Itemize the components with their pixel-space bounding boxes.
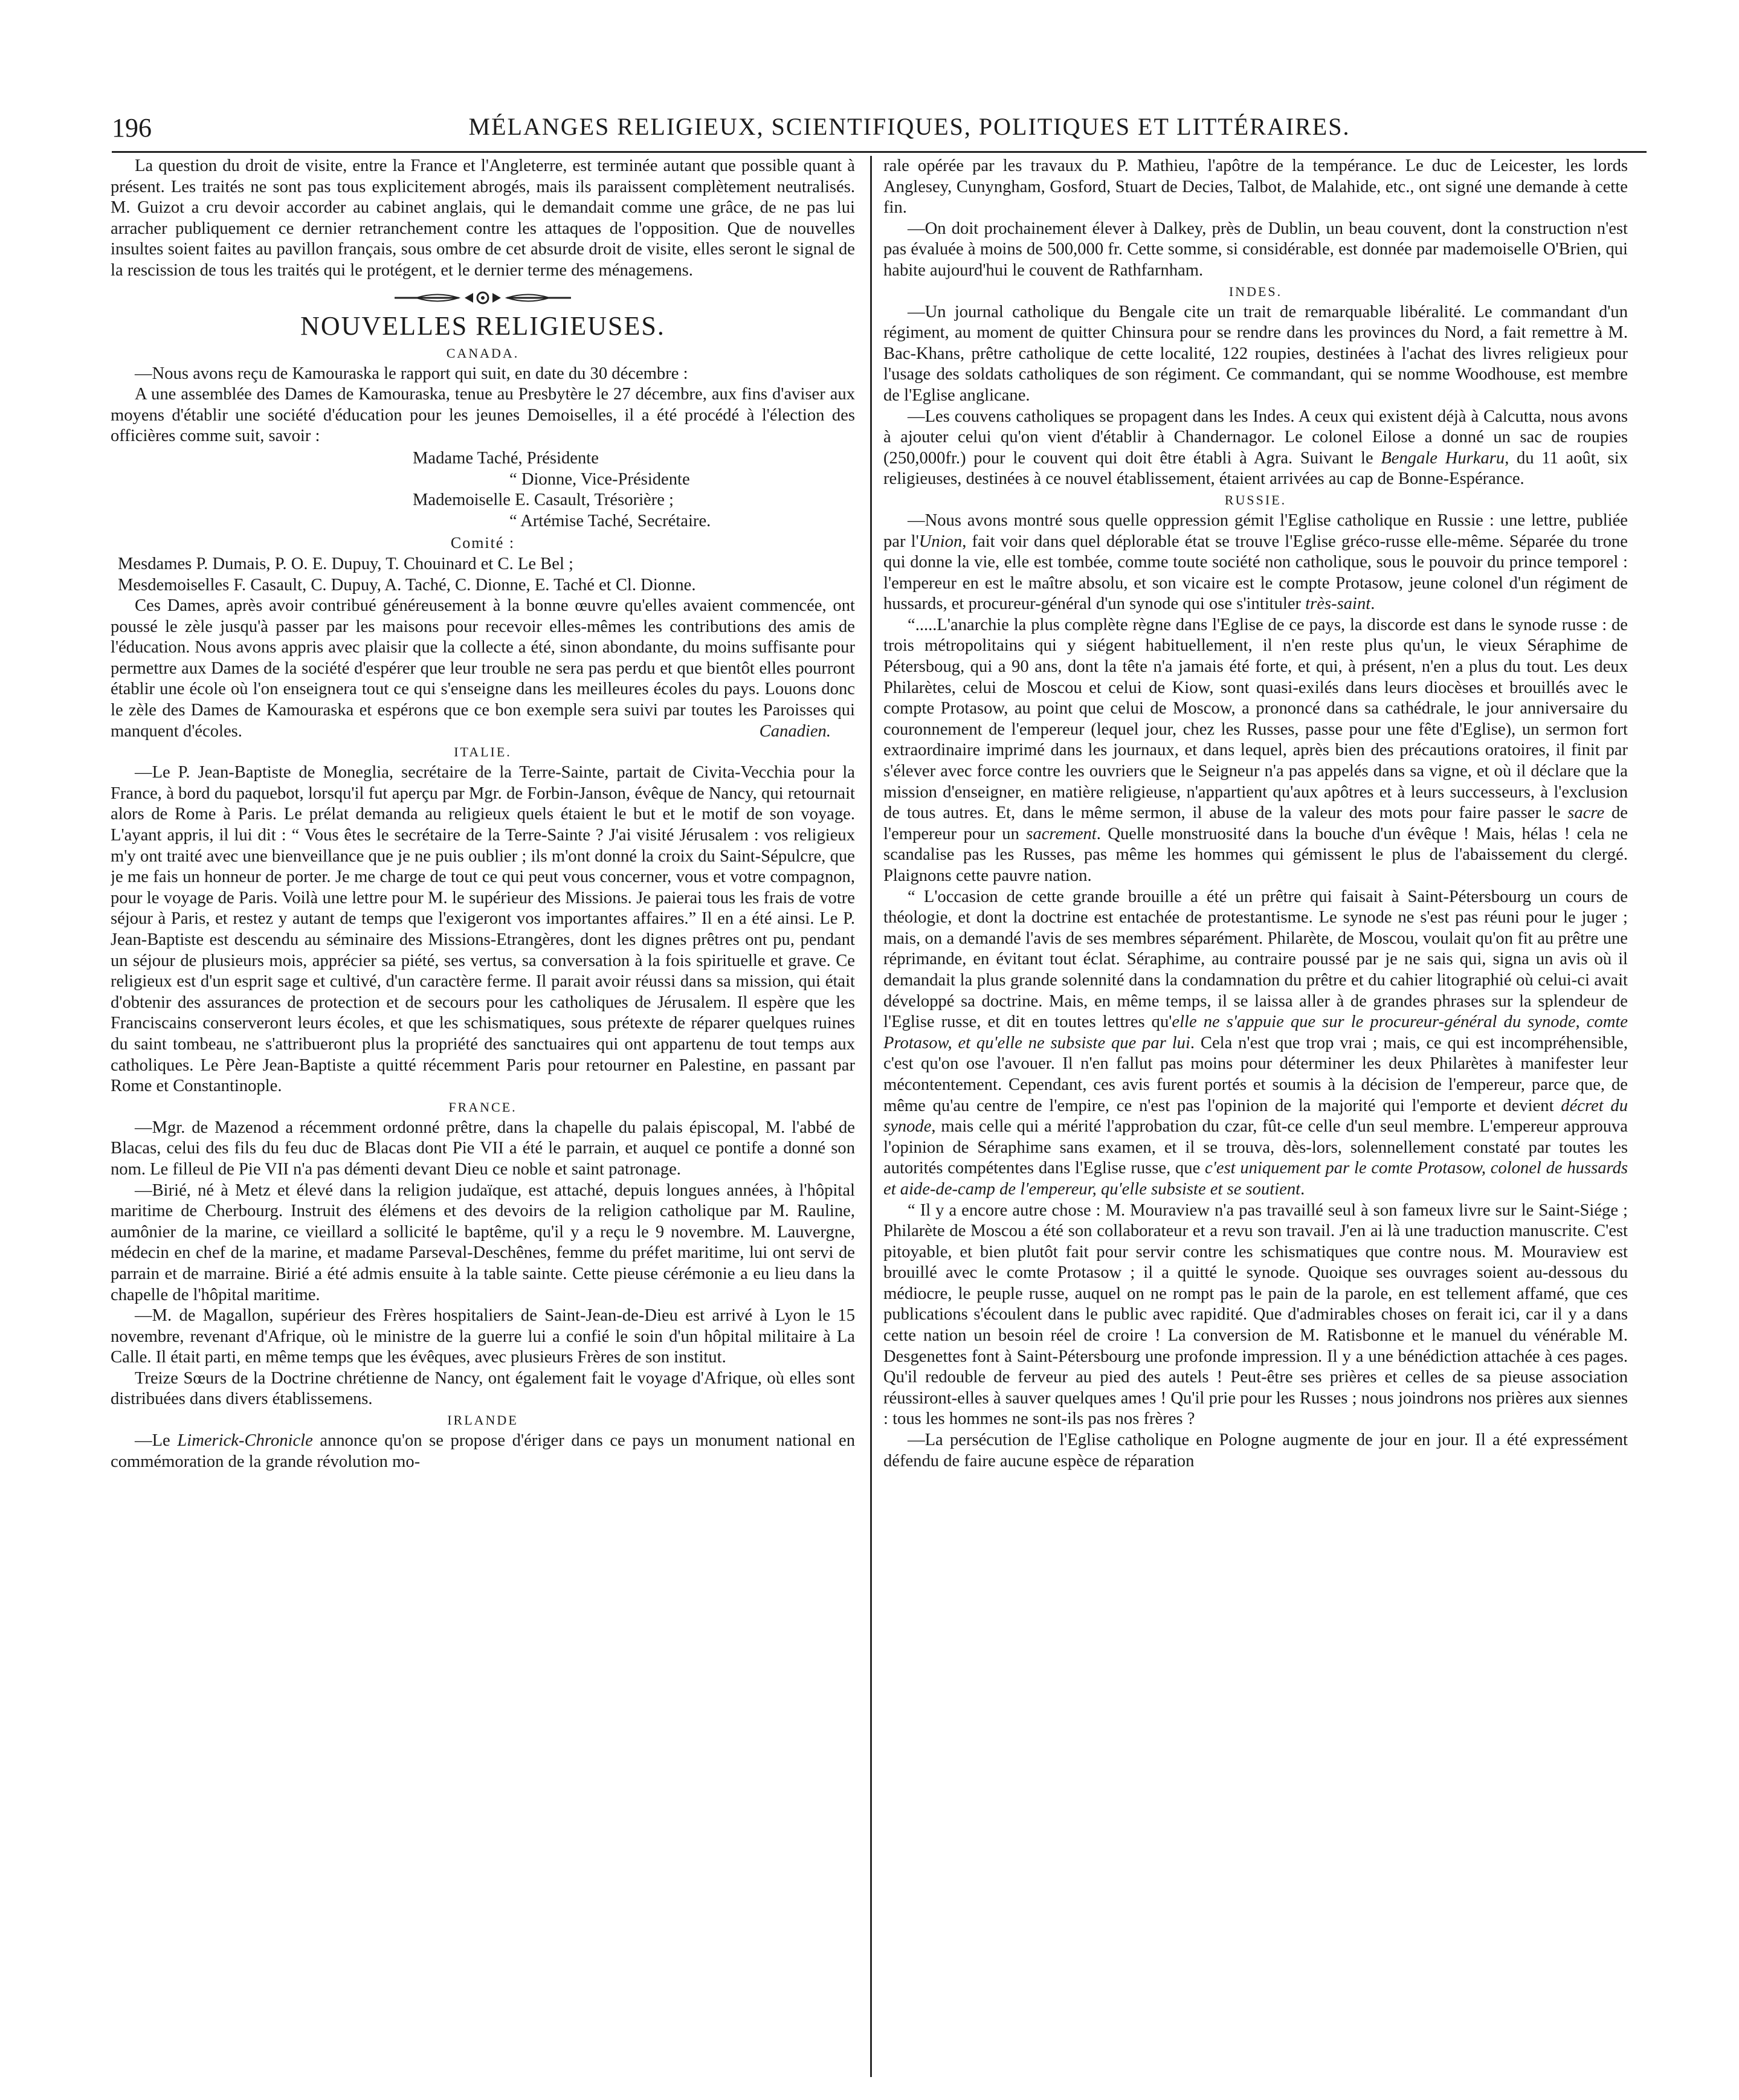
- russie-paragraph-3: “ L'occasion de cette grande brouille a été un prêtre qui faisait à Saint-Pétersbourg un cours de théologie, et dont la doctrine est entachée de protestantisme. Le synode ne s'est pas réuni pour le juger ; mais, on a demandé l'avis de ses membres séparément. Philarète, de Moscou, voulait qu'on fit au prêtre une réprimande, en évitant tout éclat. Séraphime, au contraire poussé par je ne sais qui, signa un avis où il demandait la plus grande solennité dans la condamnation du prêtre et du cahier litographié où celui-ci avait développé sa doctrine. Mais, en même temps, il se laissa aller à de grandes phrases sur la splendeur de l'Eglise russe, et dit en toutes lettres qu'elle ne s'appuie que sur le procureur-général du synode, comte Protasow, et qu'elle ne subsiste que par lui. Cela n'est que trop vrai ; mais, ce qui est incompréhensible, c'est qu'on ose l'avouer. Il n'en fallut pas moins pour déterminer les deux Philarètes à manifester leur mécontentement. Cependant, ces avis furent portés et soumis à la décision de l'empereur, parce que, de même qu'au centre de l'empire, ce n'est pas l'opinion de la majorité qui l'emporte et devient décret du synode, mais celle qui a mérité l'approbation du czar, fût-ce celle d'un seul membre. L'empereur approuva l'opinion de Séraphime sans examen, et il se trouva, dès-lors, solennellement constaté par toutes les autorités compétentes dans l'Eglise russe, que c'est uniquement par le comte Protasow, colonel de hussards et aide-de-camp de l'empereur, qu'elle subsiste et se soutient.: [883, 887, 1628, 1199]
- canada-paragraph-2: A une assemblée des Dames de Kamouraska, tenue au Presbytère le 27 décembre, aux fins d'aviser aux moyens d'établir une société d'éducation pour les jeunes Demoiselles, il a été procédé à l'élection des officières comme suit, savoir :: [111, 385, 855, 446]
- section-heading-indes: INDES.: [1228, 283, 1283, 299]
- pologne-paragraph-1: —La persécution de l'Eglise catholique en Pologne augmente de jour en jour. Il a été expressément défendu de faire aucune espèce de réparation: [883, 1431, 1628, 1470]
- column-rule: [870, 156, 872, 2077]
- section-heading-italie: ITALIE.: [454, 744, 512, 760]
- section-heading-canada: CANADA.: [446, 345, 520, 361]
- member-line: Mesdames P. Dumais, P. O. E. Dupuy, T. Chouinard et C. Le Bel ;: [118, 554, 573, 573]
- france-paragraph-1: —Mgr. de Mazenod a récemment ordonné prêtre, dans la chapelle du palais épiscopal, M. l'abbé de Blacas, celui des fils du feu duc de Blacas dont Pie VII a été le parrain, et auquel ce pontife a donné son nom. Le filleul de Pie VII n'a pas démenti devant Dieu ce noble et saint patronage.: [111, 1118, 855, 1179]
- russie-paragraph-4: “ Il y a encore autre chose : M. Mouraview n'a pas travaillé seul à son fameux livre sur le Saint-Siége ; Philarète de Moscou a été son collaborateur et a revu son travail. J'en ai là une traduction manuscrite. C'est pitoyable, et bien plutôt fait pour servir contre les schismatiques que contre nous. M. Mouraview est brouillé avec le comte Protasow ; il a quitté le synode. Quoique ses ouvrages soient au-dessous du médiocre, le peuple russe, auquel on ne rompt pas le pain de la parole, en est tellement affamé, que ces publications s'écoulent dans le public avec rapidité. Que d'admirables choses on ferait ici, car il y a dans cette nation un besoin réel de croire ! La conversion de M. Ratisbonne et le manuel du vénérable M. Desgenettes font à Saint-Pétersbourg une profonde impression. Il y a une bénédiction attachée à ces pages. Qu'il redouble de ferveur au pied des autels ! Peut-être ses prières et celles de sa pieuse association réussiront-elles à sauver quelques ames ! Qu'il prie pour les Russes ; nous joindrons nos prières aux siennes : tous les hommes ne sont-ils pas nos frères ?: [883, 1200, 1628, 1429]
- france-paragraph-2: —Birié, né à Metz et élevé dans la religion judaïque, est attaché, depuis longues années, à l'hôpital maritime de Cherbourg. Instruit des élémens et des devoirs de la religion catholique par M. Rauline, aumônier de la marine, ce vieillard a sollicité le baptême, qu'il y a reçu le 9 novembre. M. Lauvergne, médecin en chef de la marine, et madame Parseval-Deschênes, femme du préfet maritime, lui ont servi de parrain et de marraine. Birié a été admis ensuite à la table sainte. Cette pieuse cérémonie a eu lieu dans la chapelle de l'hôpital maritime.: [111, 1180, 855, 1304]
- section-heading-nouvelles: NOUVELLES RELIGIEUSES.: [300, 311, 665, 341]
- irlande-paragraph-1: —Le Limerick-Chronicle annonce qu'on se propose d'ériger dans ce pays un monument national en commémoration de la grande révolution mo-: [111, 1431, 855, 1471]
- italie-paragraph-1: —Le P. Jean-Baptiste de Moneglia, secrétaire de la Terre-Sainte, partait de Civita-Vecchia pour la France, à bord du paquebot, lorsqu'il fut aperçu par Mgr. de Forbin-Janson, évêque de Nancy, qui retournait alors de Rome à Paris. Le prélat demanda au religieux quels étaient le but et le motif de son voyage. L'ayant appris, il lui dit : “ Vous êtes le secrétaire de la Terre-Sainte ? J'ai visité Jérusalem : vos religieux m'y ont traité avec une bienveillance que je ne puis oublier ; ils m'ont donné la croix du Saint-Sépulcre, que je me fais un honneur de porter. Je me charge de tout ce qui peut vous concerner, vous et votre compagnon, pour le voyage de Paris. Voilà une lettre pour M. le supérieur des Missions. Je paierai tous les frais de votre séjour à Paris, et restez y autant de temps que l'exigeront vos importantes affaires.” Il en a été ainsi. Le P. Jean-Baptiste est descendu au séminaire des Missions-Etrangères, dont les dignes prêtres ont pu, pendant un séjour de plusieurs mois, apprécier sa piété, ses vertus, sa conversation à la fois spirituelle et grave. Ce religieux est d'un esprit sage et cultivé, d'un caractère ferme. Il parait avoir réussi dans sa mission, qui était d'obtenir des assurances de protection et de secours pour les catholiques de Jérusalem. Il espère que les Franciscains conserveront leurs écoles, et que les schismatiques, sous prétexte de réparer quelques ruines du saint tombeau, ne s'attribueront plus la propriété des sanctuaires qui ont appartenu de tout temps aux catholiques. Le Père Jean-Baptiste a quitté récemment Paris pour retourner en Palestine, en passant par Rome et Constantinople.: [111, 763, 855, 1096]
- canada-paragraph-3: Ces Dames, après avoir contribué généreusement à la bonne œuvre qu'elles avaient commencée, ont poussé le zèle jusqu'à passer par les maisons pour recevoir elles-mêmes les contributions des amis de l'éducation. Nous avons appris avec plaisir que la collecte a été, sinon abondante, du moins suffisante pour permettre aux Dames de la société d'espérer que leur trouble ne sera pas perdu et que bientôt elles pourront établir une école où l'on enseignera tout ce qui s'enseigne dans les meilleures écoles du pays. Louons donc le zèle des Dames de Kamouraska et espérons que ce bon exemple sera suivi par toutes les Paroisses qui manquent d'écoles.: [111, 596, 855, 741]
- page-number: 196: [112, 113, 152, 143]
- running-title: MÉLANGES RELIGIEUX, SCIENTIFIQUES, POLITIQUES ET LITTÉRAIRES.: [468, 113, 1350, 140]
- france-paragraph-4: Treize Sœurs de la Doctrine chrétienne de Nancy, ont également fait le voyage d'Afrique, où elles sont distribuées dans divers établissemens.: [111, 1368, 855, 1409]
- right-column: [883, 156, 1628, 2077]
- left-column: [111, 156, 855, 2077]
- ornament-divider-icon: [392, 290, 573, 306]
- officer-line: Madame Taché, Présidente: [413, 448, 599, 468]
- canada-paragraph-1: —Nous avons reçu de Kamouraska le rapport qui suit, en date du 30 décembre :: [135, 364, 688, 383]
- member-line: Mesdemoiselles F. Casault, C. Dupuy, A. Taché, C. Dionne, E. Taché et Cl. Dionne.: [118, 575, 696, 594]
- irlande-paragraph-2: —On doit prochainement élever à Dalkey, près de Dublin, un beau couvent, dont la construction n'est pas évaluée à moins de 500,000 fr. Cette somme, si considérable, est donnée par mademoiselle O'Brien, qui habite aujourd'hui le couvent de Rathfarnham.: [883, 219, 1628, 280]
- section-heading-france: FRANCE.: [448, 1099, 517, 1115]
- irlande-continuation: rale opérée par les travaux du P. Mathieu, l'apôtre de la tempérance. Le duc de Leicester, les lords Anglesey, Cunyngham, Gosford, Stuart de Decies, Talbot, de Malahide, etc., ont signé une demande à cette fin.: [883, 156, 1628, 217]
- comite-label: Comité :: [450, 534, 515, 552]
- section-heading-russie: RUSSIE.: [1224, 492, 1287, 507]
- comite-members: [111, 554, 855, 596]
- page-header: [112, 108, 1647, 150]
- section-heading-irlande: IRLANDE: [447, 1412, 518, 1428]
- officer-line: “ Artémise Taché, Secrétaire.: [509, 511, 711, 530]
- officer-line: Mademoiselle E. Casault, Trésorière ;: [413, 491, 674, 510]
- russie-paragraph-2: “.....L'anarchie la plus complète règne dans l'Eglise de ce pays, la discorde est dans le synode russe : de trois métropolitains qui y siégent habituellement, il n'en reste plus qu'un, le vieux Séraphime de Pétersboug, qui a 90 ans, dont la tête n'a jamais été forte, et qui, à présent, n'en a plus du tout. Les deux Philarètes, celui de Moscou et celui de Kiow, sont quasi-exilés dans leurs diocèses et brouillés avec le compte Protasow, au point que celui de Moscow, a prononcé dans sa cathédrale, le jour anniversaire du couronnement de l'empereur (lequel jour, chez les Russes, passe pour une fête d'Eglise), un sermon fort extraordinaire imprimé dans les journaux, et dans lequel, après bien des précautions oratoires, il finit par s'élever avec force contre les ouvriers que le Seigneur n'a pas appelés dans sa vigne, et où il déclare que la mission d'enseigner, en matière religieuse, n'appartient qu'aux apôtres et à leurs successeurs, à l'exclusion de tous autres. Et, dans le même sermon, il abuse de la valeur des mots pour faire passer le sacre de l'empereur pour un sacrement. Quelle monstruosité dans la bouche d'un évêque ! Mais, hélas ! cela ne scandalise pas les Russes, pas même les hommes qui gémissent le plus de l'abaissement du clergé. Plaignons cette pauvre nation.: [883, 615, 1628, 885]
- russie-paragraph-1: —Nous avons montré sous quelle oppression gémit l'Eglise catholique en Russie : une lettre, publiée par l'Union, fait voir dans quel déplorable état se trouve l'Eglise gréco-russe elle-même. Séparée du trone qui donne la vie, elle est tombée, comme toute société non catholique, sous le pouvoir du prince temporel : l'empereur en est le maître absolu, et son vicaire est le compte Protasow, jeune colonel d'un régiment de hussards, et procureur-général d'un synode qui ose s'intituler très-saint.: [883, 511, 1628, 614]
- intro-paragraph: La question du droit de visite, entre la France et l'Angleterre, est terminée autant que possible quant à présent. Les traités ne sont pas tous explicitement abrogés, mais ils paraissent complètement neutralisés. M. Guizot a cru devoir accorder au cabinet anglais, qui le demandait comme une grâce, de ne pas lui arracher publiquement ce dernier retranchement contre les attaques de l'opposition. Que de nouvelles insultes soient faites au pavillon français, sous ombre de cet absurde droit de visite, elles seront le signal de la rescission de tous les traités qui le protégent, et le dernier terme des ménagemens.: [111, 156, 855, 280]
- canada-signature: Canadien.: [759, 721, 831, 741]
- header-rule: [112, 151, 1647, 153]
- france-paragraph-3: —M. de Magallon, supérieur des Frères hospitaliers de Saint-Jean-de-Dieu est arrivé à Lyon le 15 novembre, revenant d'Afrique, où le ministre de la guerre lui a confié le soin d'un hôpital militaire à La Calle. Il était parti, en même temps que les évêques, avec plusieurs Frères de son institut.: [111, 1306, 855, 1367]
- officer-line: “ Dionne, Vice-Présidente: [509, 469, 690, 489]
- officers-list: [111, 448, 855, 532]
- indes-paragraph-1: —Un journal catholique du Bengale cite un trait de remarquable libéralité. Le commandant d'un régiment, au moment de quitter Chinsura pour se rendre dans les provinces du Nord, a fait remettre à M. Bac-Khans, prêtre catholique de cette localité, 122 roupies, destinées à l'achat des livres religieux pour l'usage des soldats catholiques de son régiment. Ce commandant, qui se nomme Woodhouse, est membre de l'Eglise anglicane.: [883, 302, 1628, 405]
- indes-paragraph-2: —Les couvens catholiques se propagent dans les Indes. A ceux qui existent déjà à Calcutta, nous avons à ajouter celui qu'on vient d'établir à Chandernagor. Le colonel Eilose a donné un sac de roupies (250,000fr.) pour le couvent qui doit être établi à Agra. Suivant le Bengale Hurkaru, du 11 août, six religieuses, destinées à ce nouvel établissement, étaient arrivées au cap de Bonne-Espérance.: [883, 407, 1628, 489]
